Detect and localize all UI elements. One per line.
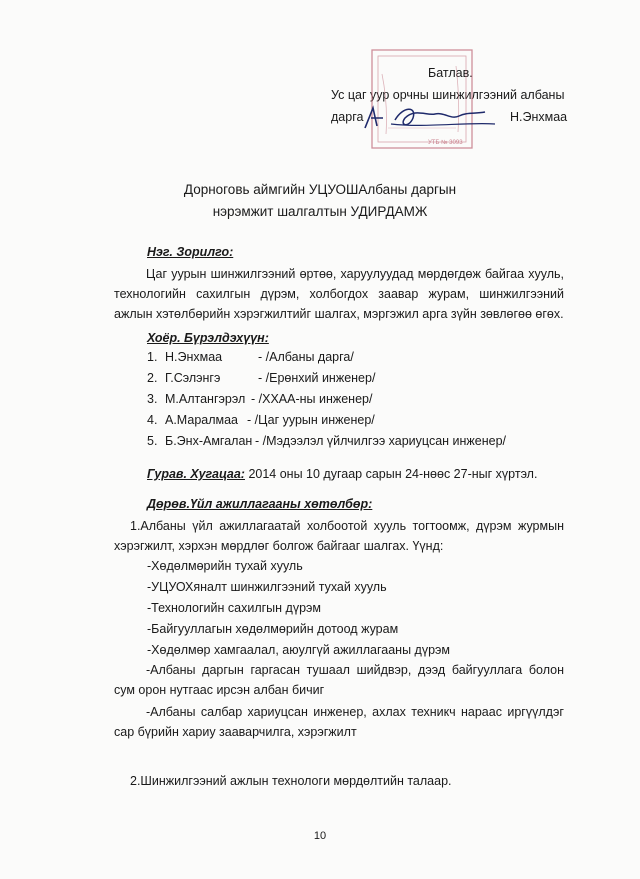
page-number: 10	[313, 830, 327, 842]
section4-item2: 2.Шинжилгээний ажлын технологи мөрдөлтийн талаар.	[130, 774, 452, 788]
svg-text:УТБ № 3093: УТБ № 3093	[428, 140, 463, 146]
section3-heading: Гурав. Хугацаа:	[147, 467, 245, 481]
bullet-item: -Хөдөлмөр хамгаалал, аюулгүй ажиллагааны дүрэм	[147, 643, 451, 657]
members-list	[147, 350, 506, 455]
member-row: 1. Н.Энхмаа - /Албаны дарга/	[147, 350, 354, 364]
section3	[147, 467, 537, 482]
member-row: 2. Г.Сэлэнгэ - /Ерөнхий инженер/	[147, 371, 376, 385]
section4-item1: 1.Албаны үйл ажиллагаатай холбоотой хууль тогтоомж, дүрэм журмын хэрэгжилт, хэрхэн мөрдлөг болгож байгааг шалгах. Үүнд:	[114, 519, 564, 553]
bullet-item: -Байгууллагын хөдөлмөрийн дотоод журам	[147, 622, 399, 636]
section4-para-a: -Албаны даргын гаргасан тушаал шийдвэр, дээд байгууллага болон сум орон нутгаас ирсэн албан бичиг	[114, 663, 564, 697]
member-row: 3. М.Алтангэрэл - /ХХАА-ны инженер/	[147, 392, 373, 406]
member-row: 4. А.Маралмаа - /Цаг уурын инженер/	[147, 413, 375, 427]
bullet-item: -Технологийн сахилгын дүрэм	[147, 601, 322, 615]
signature	[355, 98, 505, 138]
section4-heading: Дөрөв.Үйл ажиллагааны хөтөлбөр:	[147, 497, 373, 511]
doc-title-line2: нэрэмжит шалгалтын УДИРДАМЖ	[212, 204, 428, 219]
approval-org: Ус цаг уур орчны шинжилгээний албаны	[331, 88, 565, 102]
doc-title-line1: Дорноговь аймгийн УЦУОШАлбаны даргын	[183, 182, 457, 197]
section2-heading: Хоёр. Бүрэлдэхүүн:	[147, 331, 269, 345]
member-row: 5. Б.Энх-Амгалан - /Мэдээлэл үйлчилгээ хариуцсан инженер/	[147, 434, 506, 448]
section3-text: 2014 оны 10 дугаар сарын 24-нөөс 27-ныг хүртэл.	[244, 467, 538, 481]
bullet-item: -Хөдөлмөрийн тухай хууль	[147, 559, 303, 573]
section1-heading: Нэг. Зорилго:	[147, 245, 234, 259]
section1-body: Цаг уурын шинжилгээний өртөө, харуулуудад мөрдөгдөж байгаа хууль, технологийн сахилгын дүрэм, холбогдох заавар журам, шинжилгээний ажлын хэтөлбөрийн хэрэгжилтийг шалгах, мэргэжил арга зүйн зөвлөгөө өгөх.	[114, 267, 564, 321]
approval-role: дарга	[331, 110, 364, 124]
approval-title: Батлав.	[428, 66, 473, 80]
bullet-item: -УЦУОХяналт шинжилгээний тухай хууль	[147, 580, 387, 594]
section4-para-b: -Албаны салбар хариуцсан инженер, ахлах техникч нараас иргүүлдэг сар бүрийн хариу зааварчилга, хэрэгжилт	[114, 705, 564, 739]
approval-name: Н.Энхмаа	[510, 110, 568, 124]
